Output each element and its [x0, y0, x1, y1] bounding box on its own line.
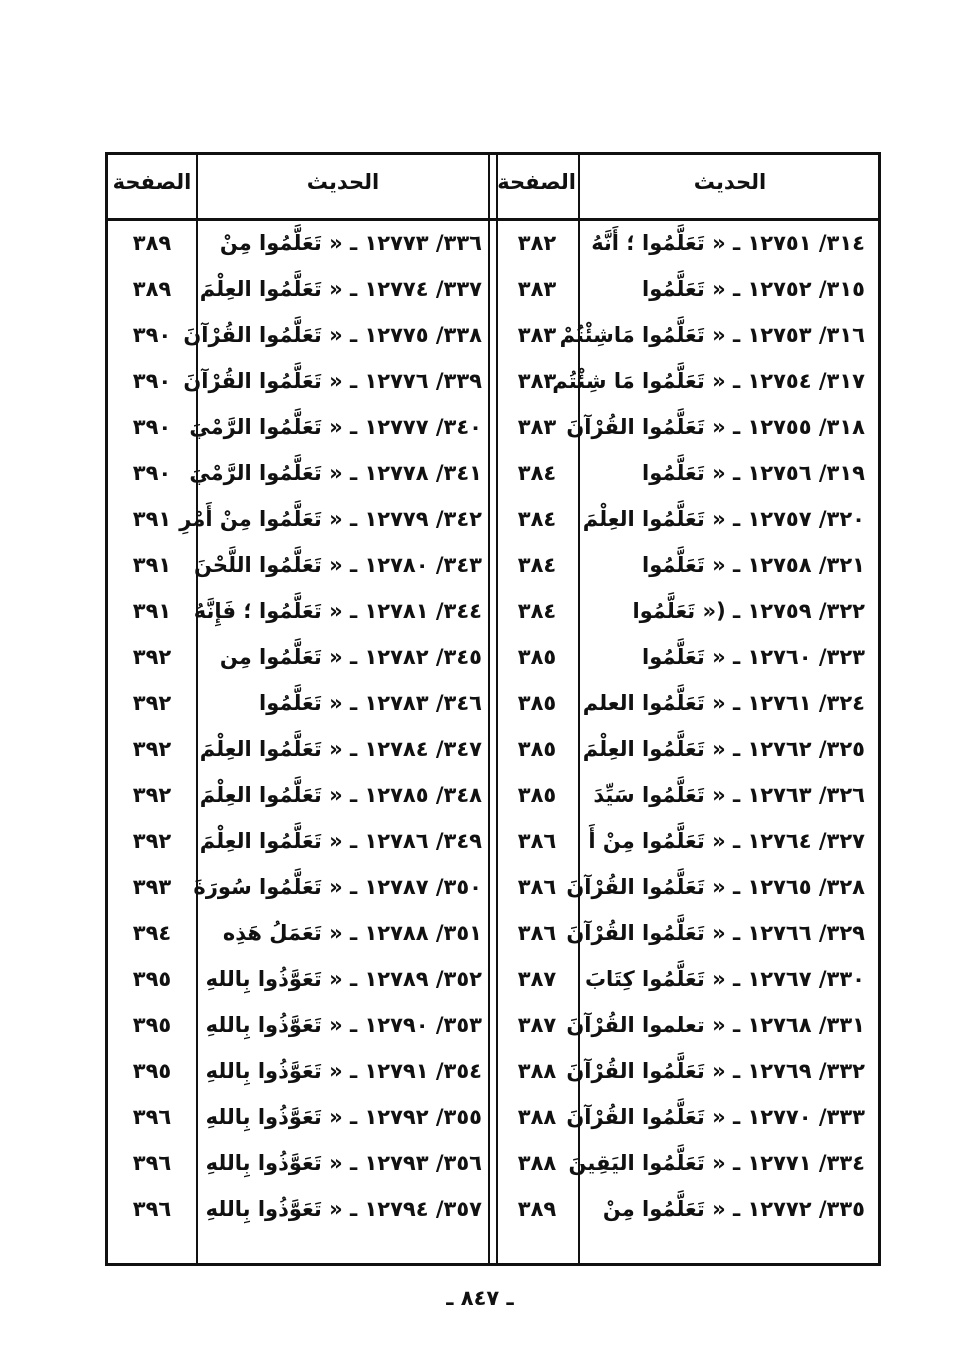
page-ref: ٣٨٥ — [517, 645, 557, 669]
page-number: ـ ٨٤٧ ـ — [446, 1286, 514, 1310]
page-ref: ٣٨٣ — [517, 369, 557, 393]
page-ref: ٣٨٦ — [517, 875, 557, 899]
hadith-entry: ٣٤٢/ ١٢٧٧٩ ـ « تَعَلَّمُوا مِنْ أَمْرِ — [179, 507, 482, 531]
hadith-entry: ٣٢٤/ ١٢٧٦١ ـ « تَعَلَّمُوا العلم — [582, 691, 865, 715]
page-ref: ٣٩٠ — [132, 369, 172, 393]
page-ref: ٣٨٤ — [517, 599, 557, 623]
page-ref: ٣٩١ — [132, 599, 172, 623]
hadith-entry: ٣٥٢/ ١٢٧٨٩ ـ « تَعَوَّذُوا بِاللهِ — [205, 967, 482, 991]
hadith-entry: ٣٤٦/ ١٢٧٨٣ ـ « تَعَلَّمُوا — [259, 691, 482, 715]
page-ref: ٣٨٨ — [517, 1151, 557, 1175]
hadith-entry: ٣١٩/ ١٢٧٥٦ ـ « تَعَلَّمُوا — [642, 461, 865, 485]
page-ref: ٣٨٦ — [517, 829, 557, 853]
page-ref: ٣٨٩ — [132, 231, 172, 255]
hadith-entry: ٣٢٩/ ١٢٧٦٦ ـ « تَعَلَّمُوا القُرْآنَ — [566, 921, 865, 945]
hadith-entry: ٣١٨/ ١٢٧٥٥ ـ « تَعَلَّمُوا القُرْآنَ — [566, 415, 865, 439]
page-ref: ٣٩٢ — [132, 829, 172, 853]
column-divider — [488, 152, 490, 1266]
page-ref: ٣٨٨ — [517, 1059, 557, 1083]
page-ref: ٣٩٠ — [132, 323, 172, 347]
hadith-entry: ٣٤٩/ ١٢٧٨٦ ـ « تَعَلَّمُوا العِلْمَ — [199, 829, 482, 853]
page-ref: ٣٨٤ — [517, 507, 557, 531]
page-ref: ٣٨٦ — [517, 921, 557, 945]
page-ref: ٣٨٤ — [517, 461, 557, 485]
page-ref: ٣٨٣ — [517, 277, 557, 301]
page-ref: ٣٩٦ — [132, 1105, 172, 1129]
hadith-entry: ٣٢٣/ ١٢٧٦٠ ـ « تَعَلَّمُوا — [642, 645, 865, 669]
hadith-entry: ٣٢٦/ ١٢٧٦٣ ـ « تَعَلَّمُوا سَيِّدَ — [593, 783, 865, 807]
page-ref: ٣٩١ — [132, 507, 172, 531]
hadith-entry: ٣٢٧/ ١٢٧٦٤ ـ « تَعَلَّمُوا مِنْ أَ — [588, 829, 865, 853]
page-ref: ٣٨٥ — [517, 737, 557, 761]
hadith-entry: ٣٢٢/ ١٢٧٥٩ ـ (« تَعَلَّمُوا — [632, 599, 865, 623]
hadith-entry: ٣٣٥/ ١٢٧٧٢ ـ « تَعَلَّمُوا مِنْ — [602, 1197, 865, 1221]
hadith-entry: ٣١٥/ ١٢٧٥٢ ـ « تَعَلَّمُوا — [642, 277, 865, 301]
header-hadith-left: الحديث — [306, 170, 380, 194]
hadith-entry: ٣٤١/ ١٢٧٧٨ ـ « تَعَلَّمُوا الرَّمْيَ — [189, 461, 482, 485]
hadith-entry: ٣٥٣/ ١٢٧٩٠ ـ « تَعَوَّذُوا بِاللهِ — [205, 1013, 482, 1037]
header-hadith-right: الحديث — [693, 170, 767, 194]
page-ref: ٣٨٢ — [517, 231, 557, 255]
page-ref: ٣٩٥ — [132, 1059, 172, 1083]
hadith-entry: ٣٥١/ ١٢٧٨٨ ـ « تَعَمَلُ هَذِه — [222, 921, 482, 945]
hadith-entry: ٣٣٠/ ١٢٧٦٧ ـ « تَعَلَّمُوا كِتَابَ — [584, 967, 865, 991]
hadith-entry: ٣٣٨/ ١٢٧٧٥ ـ « تَعَلَّمُوا القُرْآنَ — [183, 323, 482, 347]
hadith-entry: ٣٣٩/ ١٢٧٧٦ ـ « تَعَلَّمُوا القُرْآنَ — [183, 369, 482, 393]
page-ref: ٣٨٩ — [132, 277, 172, 301]
page-ref: ٣٩٢ — [132, 783, 172, 807]
page-ref: ٣٨٥ — [517, 783, 557, 807]
hadith-entry: ٣٥٧/ ١٢٧٩٤ ـ « تَعَوَّذُوا بِاللهِ — [205, 1197, 482, 1221]
hadith-entry: ٣٢٥/ ١٢٧٦٢ ـ « تَعَلَّمُوا العِلْمَ — [582, 737, 865, 761]
page-ref: ٣٩١ — [132, 553, 172, 577]
hadith-entry: ٣٤٥/ ١٢٧٨٢ ـ « تَعَلَّمُوا مِن — [219, 645, 482, 669]
hadith-entry: ٣٣٤/ ١٢٧٧١ ـ « تَعَلَّمُوا اليَقِينَ — [568, 1151, 865, 1175]
hadith-entry: ٣٥٦/ ١٢٧٩٣ ـ « تَعَوَّذُوا بِاللهِ — [205, 1151, 482, 1175]
hadith-entry: ٣٣٦/ ١٢٧٧٣ ـ « تَعَلَّمُوا مِنْ — [219, 231, 482, 255]
page-ref: ٣٨٣ — [517, 323, 557, 347]
hadith-entry: ٣٥٤/ ١٢٧٩١ ـ « تَعَوَّذُوا بِاللهِ — [205, 1059, 482, 1083]
hadith-entry: ٣١٤/ ١٢٧٥١ ـ « تَعَلَّمُوا ؛ أَنَّهُ — [591, 231, 865, 255]
hadith-entry: ٣٣٧/ ١٢٧٧٤ ـ « تَعَلَّمُوا العِلْمَ — [199, 277, 482, 301]
page-ref: ٣٩٥ — [132, 967, 172, 991]
page-ref: ٣٩٦ — [132, 1151, 172, 1175]
hadith-entry: ٣٤٨/ ١٢٧٨٥ ـ « تَعَلَّمُوا العِلْمَ — [199, 783, 482, 807]
page-ref: ٣٩٠ — [132, 415, 172, 439]
hadith-entry: ٣٥٥/ ١٢٧٩٢ ـ « تَعَوَّذُوا بِاللهِ — [205, 1105, 482, 1129]
page-ref: ٣٨٤ — [517, 553, 557, 577]
hadith-entry: ٣٤٤/ ١٢٧٨١ ـ « تَعَلَّمُوا ؛ فَإِنَّهُ — [193, 599, 482, 623]
page-ref: ٣٨٩ — [517, 1197, 557, 1221]
hadith-entry: ٣٤٧/ ١٢٧٨٤ ـ « تَعَلَّمُوا العِلْمَ — [199, 737, 482, 761]
page-ref: ٣٨٧ — [517, 967, 557, 991]
page-ref: ٣٩٢ — [132, 737, 172, 761]
hadith-entry: ٣٣١/ ١٢٧٦٨ ـ « تعلموا القُرْآنَ — [566, 1013, 865, 1037]
page-ref: ٣٩٤ — [132, 921, 172, 945]
page-ref: ٣٩٢ — [132, 645, 172, 669]
hadith-entry: ٣١٦/ ١٢٧٥٣ ـ « تَعَلَّمُوا مَاشِئْتُمْ — [559, 323, 865, 347]
hadith-entry: ٣٤٠/ ١٢٧٧٧ ـ « تَعَلَّمُوا الرَّمْيَ — [189, 415, 482, 439]
header-page-right: الصفحة — [497, 170, 576, 194]
hadith-entry: ٣٥٠/ ١٢٧٨٧ ـ « تَعَلَّمُوا سُورَةَ — [193, 875, 482, 899]
page-ref: ٣٨٨ — [517, 1105, 557, 1129]
hadith-entry: ٣٢٠/ ١٢٧٥٧ ـ « تَعَلَّمُوا العِلْمَ — [582, 507, 865, 531]
hadith-entry: ٣٣٢/ ١٢٧٦٩ ـ « تَعَلَّمُوا القُرْآنَ — [566, 1059, 865, 1083]
hadith-entry: ٣٢٨/ ١٢٧٦٥ ـ « تَعَلَّمُوا القُرْآنَ — [566, 875, 865, 899]
hadith-entry: ٣٢١/ ١٢٧٥٨ ـ « تَعَلَّمُوا — [642, 553, 865, 577]
page-ref: ٣٩٢ — [132, 691, 172, 715]
hadith-entry: ٣١٧/ ١٢٧٥٤ ـ « تَعَلَّمُوا مَا شِئْتُم — [552, 369, 865, 393]
page-ref: ٣٩٥ — [132, 1013, 172, 1037]
page-ref: ٣٨٥ — [517, 691, 557, 715]
page-ref: ٣٨٣ — [517, 415, 557, 439]
page-ref: ٣٨٧ — [517, 1013, 557, 1037]
page-ref: ٣٩٠ — [132, 461, 172, 485]
hadith-entry: ٣٣٣/ ١٢٧٧٠ ـ « تَعَلَّمُوا القُرْآنَ — [566, 1105, 865, 1129]
header-page-left: الصفحة — [112, 170, 192, 194]
page-ref: ٣٩٣ — [132, 875, 172, 899]
page-ref: ٣٩٦ — [132, 1197, 172, 1221]
hadith-entry: ٣٤٣/ ١٢٧٨٠ ـ « تَعَلَّمُوا اللَّحْنَ — [194, 553, 482, 577]
